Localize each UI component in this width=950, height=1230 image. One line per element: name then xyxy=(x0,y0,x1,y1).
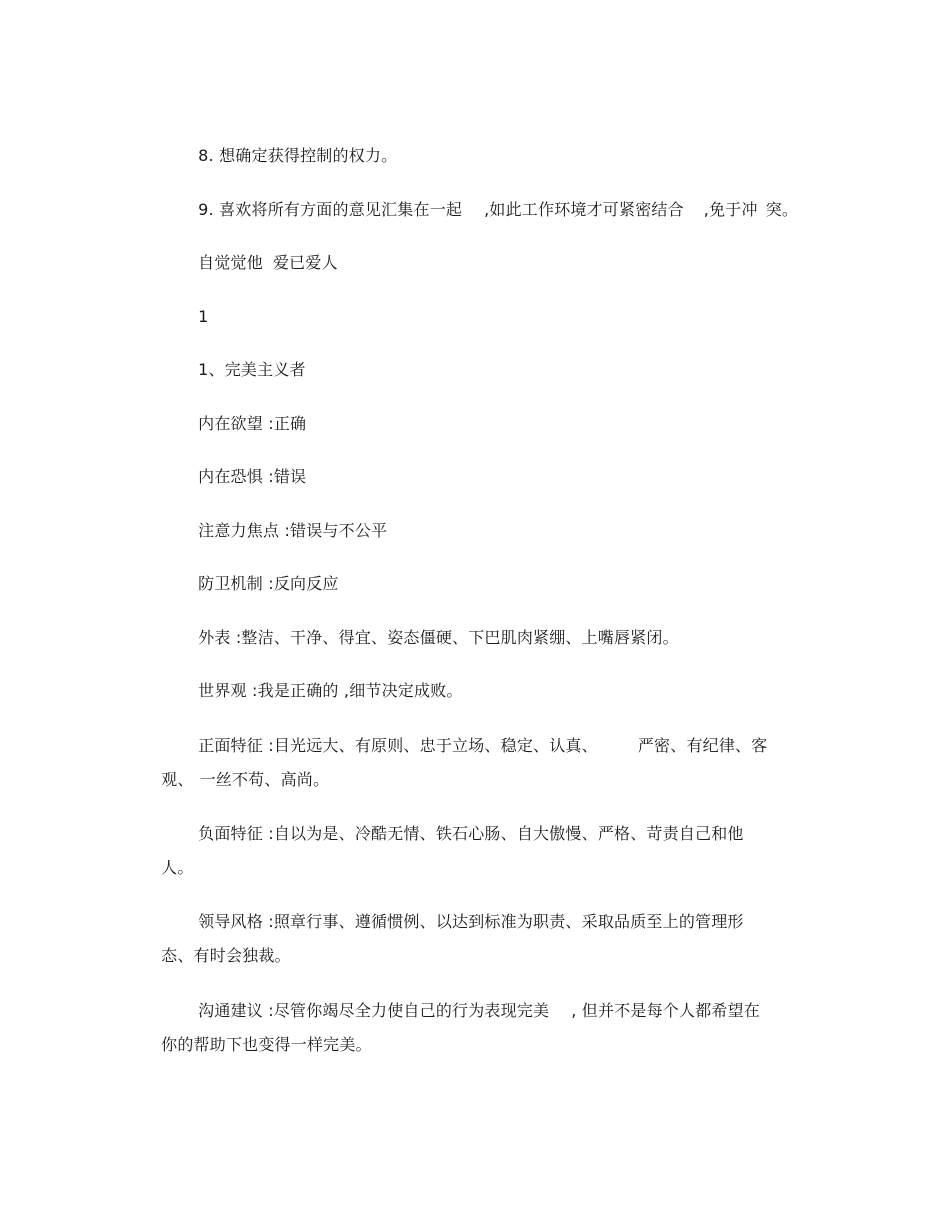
negative-traits-part2: 人。 xyxy=(161,858,194,877)
communication-advice-line2 xyxy=(140,1015,372,1075)
motto-line xyxy=(177,233,338,293)
inner-desire-text: 内在欲望 :正确 xyxy=(198,414,307,433)
appearance xyxy=(177,608,679,668)
negative-traits-line2 xyxy=(140,838,194,898)
item-8-text: 8. 想确定获得控制的权力。 xyxy=(198,146,398,165)
inner-desire xyxy=(177,394,306,454)
section-heading xyxy=(177,340,306,400)
communication-advice-part3: 你的帮助下也变得一样完美。 xyxy=(161,1035,372,1054)
attention-focus xyxy=(177,501,387,561)
communication-advice-part2: , 但并不是每个人都希望在 xyxy=(571,1001,761,1020)
item-9-text-part2: ,如此工作环境才可紧密结合 xyxy=(484,200,684,219)
defense-mechanism-text: 防卫机制 :反向反应 xyxy=(198,574,339,593)
section-number-text: 1 xyxy=(198,307,209,326)
attention-focus-text: 注意力焦点 :错误与不公平 xyxy=(198,521,388,540)
item-9-text-part3: ,免于冲 xyxy=(703,200,758,219)
defense-mechanism xyxy=(177,554,339,614)
section-number xyxy=(177,287,209,347)
positive-traits-part4: 一丝不苟、高尚。 xyxy=(199,770,330,789)
leadership-style-line2 xyxy=(140,926,291,986)
leadership-style-part1: 领导风格 :照章行事、遵循惯例、以达到标准为职责、采取品质至上的管理形 xyxy=(198,912,744,931)
item-9-text-part1: 9. 喜欢将所有方面的意见汇集在一起 xyxy=(198,200,463,219)
paragraph-item-9 xyxy=(177,180,798,240)
negative-traits-line1 xyxy=(177,804,744,864)
paragraph-item-8 xyxy=(177,126,397,186)
negative-traits-part1: 负面特征 :自以为是、冷酷无情、铁石心肠、自大傲慢、严格、苛责自己和他 xyxy=(198,824,744,843)
appearance-text: 外表 :整洁、干净、得宜、姿态僵硬、下巴肌肉紧绷、上嘴唇紧闭。 xyxy=(198,628,679,647)
positive-traits-line2 xyxy=(140,750,329,810)
inner-fear xyxy=(177,447,306,507)
positive-traits-part1: 正面特征 :目光远大、有原则、忠于立场、稳定、认真、 xyxy=(198,736,598,755)
positive-traits-part2: 严密、有纪律、客 xyxy=(637,736,768,755)
inner-fear-text: 内在恐惧 :错误 xyxy=(198,467,307,486)
worldview xyxy=(177,661,463,721)
communication-advice-part1: 沟通建议 :尽管你竭尽全力使自己的行为表现完美 xyxy=(198,1001,550,1020)
motto-part1: 自觉觉他 xyxy=(198,253,263,272)
positive-traits-part3: 观、 xyxy=(161,770,194,789)
section-heading-text: 1、完美主义者 xyxy=(198,360,306,379)
leadership-style-part2: 态、有时会独裁。 xyxy=(161,946,291,965)
worldview-text: 世界观 :我是正确的 ,细节决定成败。 xyxy=(198,681,463,700)
item-9-text-part4: 突。 xyxy=(765,200,799,219)
motto-part2: 爱已爱人 xyxy=(272,253,338,272)
